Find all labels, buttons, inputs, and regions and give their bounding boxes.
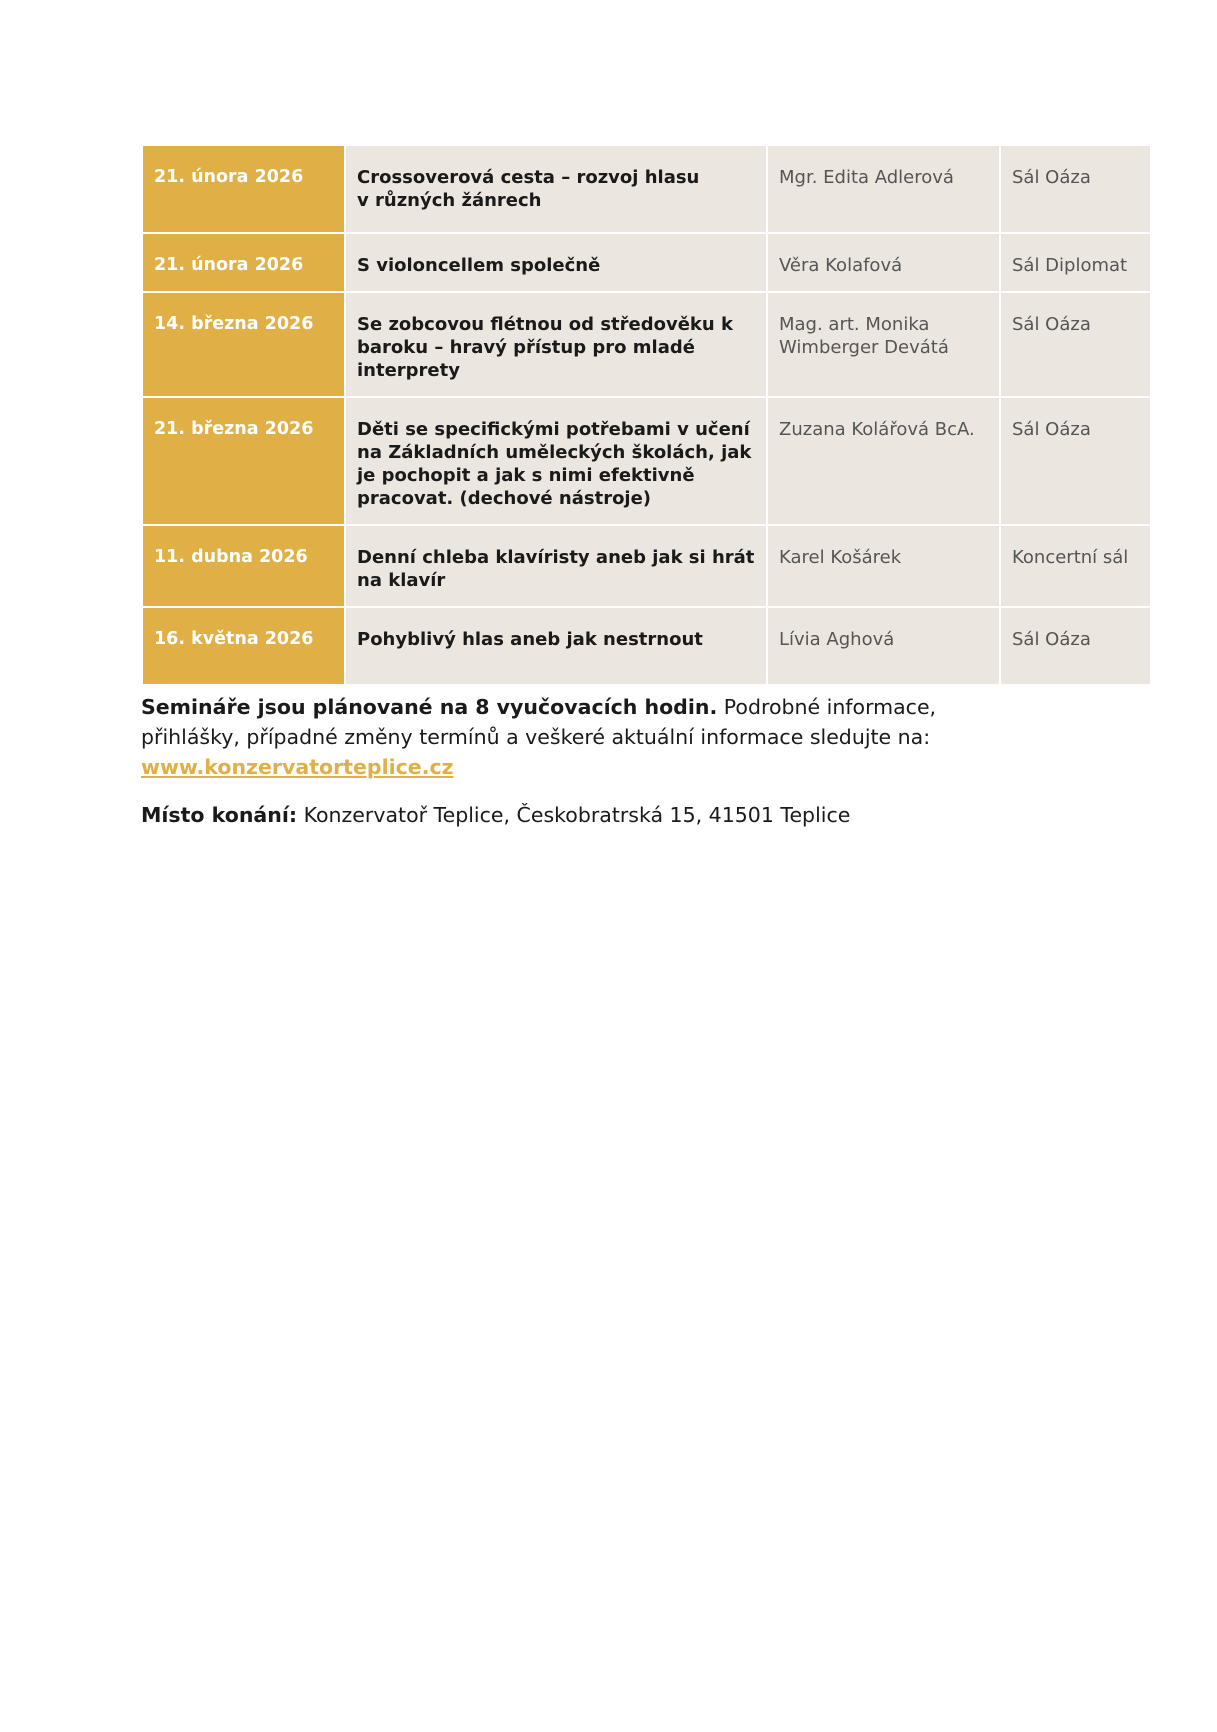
seminar-room: Sál Oáza bbox=[1000, 292, 1151, 397]
seminar-date: 16. května 2026 bbox=[142, 607, 345, 685]
table-row bbox=[142, 607, 1151, 685]
seminar-room: Sál Diplomat bbox=[1000, 233, 1151, 292]
venue-address: Konzervatoř Teplice, Českobratrská 15, 41501 Teplice bbox=[297, 803, 851, 827]
seminar-lecturer: Karel Košárek bbox=[767, 525, 1000, 607]
seminar-lecturer: Lívia Aghová bbox=[767, 607, 1000, 685]
seminar-date: 21. února 2026 bbox=[142, 145, 345, 233]
seminar-lecturer: Mgr. Edita Adlerová bbox=[767, 145, 1000, 233]
seminar-room: Sál Oáza bbox=[1000, 145, 1151, 233]
seminar-title-text: Crossoverová cesta – rozvoj hlasu v různých žánrech bbox=[357, 167, 700, 211]
seminar-title: S violoncellem společně bbox=[345, 233, 767, 292]
table-row bbox=[142, 145, 1151, 233]
seminar-info-paragraph bbox=[141, 692, 1041, 782]
seminar-info-text: Podrobné informace, přihlášky, případné změny termínů a veškeré aktuální informace sledujte na: bbox=[141, 695, 937, 749]
seminar-room: Sál Oáza bbox=[1000, 397, 1151, 525]
table-row bbox=[142, 397, 1151, 525]
seminar-title: Pohyblivý hlas aneb jak nestrnout bbox=[345, 607, 767, 685]
seminar-title: Denní chleba klavíristy aneb jak si hrát na klavír bbox=[345, 525, 767, 607]
seminar-date: 21. března 2026 bbox=[142, 397, 345, 525]
seminar-date: 11. dubna 2026 bbox=[142, 525, 345, 607]
table-row bbox=[142, 233, 1151, 292]
venue-label: Místo konání: bbox=[141, 803, 298, 827]
seminar-date: 21. února 2026 bbox=[142, 233, 345, 292]
seminar-room: Sál Oáza bbox=[1000, 607, 1151, 685]
venue-paragraph bbox=[141, 800, 1041, 830]
seminar-title: Děti se specifickými potřebami v učení na Základních uměleckých školách, jak je pochopit a jak s nimi efektivně pracovat. (dechové nástroje) bbox=[345, 397, 767, 525]
seminar-schedule-table bbox=[141, 144, 1152, 686]
seminar-lecturer: Věra Kolafová bbox=[767, 233, 1000, 292]
table-row bbox=[142, 292, 1151, 397]
seminar-lecturer: Zuzana Kolářová BcA. bbox=[767, 397, 1000, 525]
seminar-lecturer: Mag. art. Monika Wimberger Devátá bbox=[767, 292, 1000, 397]
seminar-date: 14. března 2026 bbox=[142, 292, 345, 397]
seminar-room: Koncertní sál bbox=[1000, 525, 1151, 607]
seminar-title: Se zobcovou flétnou od středověku k baroku – hravý přístup pro mladé interprety bbox=[345, 292, 767, 397]
website-link[interactable]: www.konzervatorteplice.cz bbox=[141, 755, 454, 779]
seminar-hours-note: Semináře jsou plánované na 8 vyučovacích hodin. bbox=[141, 695, 718, 719]
seminar-title bbox=[345, 145, 767, 233]
table-row bbox=[142, 525, 1151, 607]
